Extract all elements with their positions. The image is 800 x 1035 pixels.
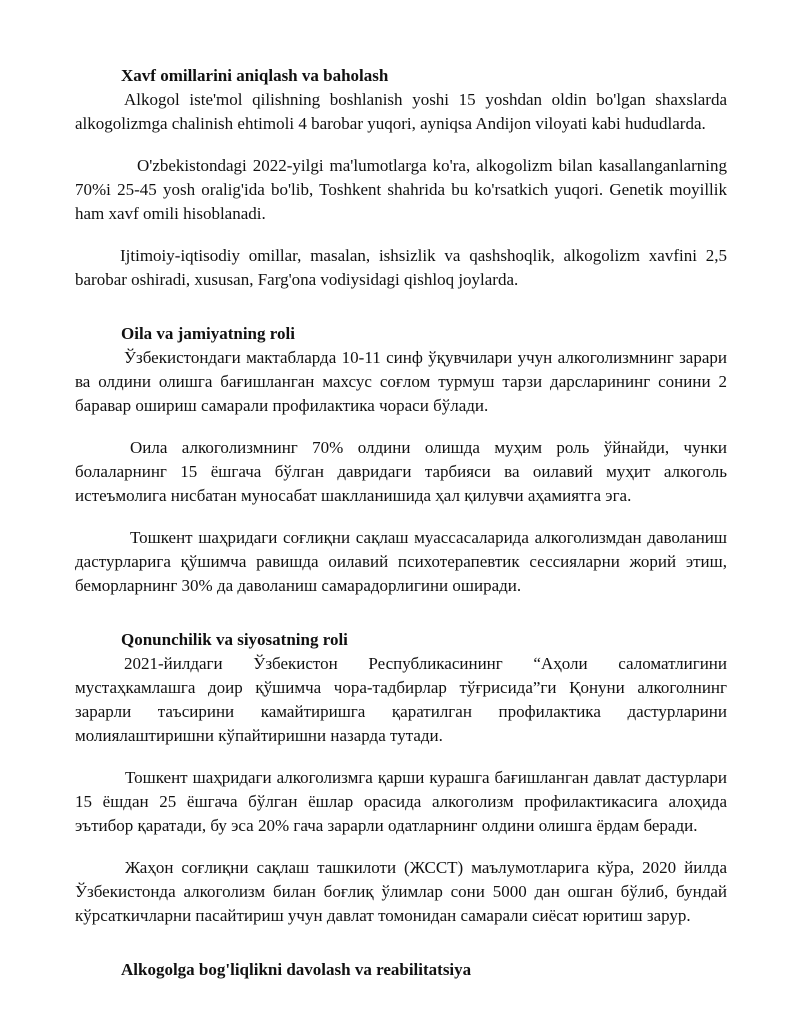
paragraph: Тошкент шаҳридаги алкоголизмга қарши курашга бағишланган давлат дастурлари 15 ёшдан 25 ёшгача бўлган ёшлар орасида алкоголизм профилактикасига алоҳида эътибор қаратади, бу эса 20% гача зарарли одатларнинг олдини олишга ёрдам беради. xyxy=(75,768,727,835)
section-heading: Oila va jamiyatning roli xyxy=(121,324,295,343)
paragraph: Ўзбекистондаги мактабларда 10-11 синф ўқувчилари учун алкоголизмнинг зарари ва олдини олишга бағишланган махсус соғлом турмуш тарзи дарсларининг сонини 2 баравар ошириш самарали профилактика чораси бўлади. xyxy=(75,348,727,415)
paragraph: 2021-йилдаги Ўзбекистон Республикасининг “Аҳоли саломатлигини мустаҳкамлашга доир қўшимча чора-тадбирлар тўғрисида”ги Қонуни алкоголнинг зарарли таъсирини камайтиришга қаратилган профилактика дастурларини молиялаштиришни кўпайтиришни назарда тутади. xyxy=(75,654,727,745)
paragraph: Оила алкоголизмнинг 70% олдини олишда муҳим роль ўйнайди, чунки болаларнинг 15 ёшгача бўлган давридаги тарбияси ва оилавий муҳит алкоголь истеъмолига нисбатан муносабат шаклланишида ҳал қилувчи аҳамиятга эга. xyxy=(75,438,727,505)
section-treatment-rehabilitation xyxy=(75,958,727,982)
paragraph: Alkogol iste'mol qilishning boshlanish yoshi 15 yoshdan oldin bo'lgan shaxslarda alkogolizmga chalinish ehtimoli 4 barobar yuqori, ayniqsa Andijon viloyati kabi hududlarda. xyxy=(75,90,727,133)
section-legislation-policy xyxy=(75,628,727,928)
section-heading: Qonunchilik va siyosatning roli xyxy=(121,630,348,649)
paragraph: Ijtimoiy-iqtisodiy omillar, masalan, ishsizlik va qashshoqlik, alkogolizm xavfini 2,5 barobar oshiradi, xususan, Farg'ona vodiysidagi qishloq joylarda. xyxy=(75,246,727,289)
section-risk-factors xyxy=(75,64,727,292)
paragraph: O'zbekistondagi 2022-yilgi ma'lumotlarga ko'ra, alkogolizm bilan kasallanganlarning 70%i 25-45 yosh oralig'ida bo'lib, Toshkent shahrida bu ko'rsatkich yuqori. Genetik moyillik ham xavf omili hisoblanadi. xyxy=(75,156,727,223)
section-heading: Alkogolga bog'liqlikni davolash va reabilitatsiya xyxy=(121,960,472,979)
paragraph: Жаҳон соғлиқни сақлаш ташкилоти (ЖССТ) маълумотларига кўра, 2020 йилда Ўзбекистонда алкоголизм билан боғлиқ ўлимлар сони 5000 дан ошган бўлиб, бундай кўрсаткичларни пасайтириш учун давлат томонидан самарали сиёсат юритиш зарур. xyxy=(75,858,727,925)
paragraph: Тошкент шаҳридаги соғлиқни сақлаш муассасаларида алкоголизмдан даволаниш дастурларига қўшимча равишда оилавий психотерапевтик сессияларни жорий этиш, беморларнинг 30% да даволаниш самарадорлигини оширади. xyxy=(75,528,727,595)
document-page xyxy=(75,64,727,982)
section-heading: Xavf omillarini aniqlash va baholash xyxy=(121,66,389,85)
section-family-society xyxy=(75,322,727,598)
